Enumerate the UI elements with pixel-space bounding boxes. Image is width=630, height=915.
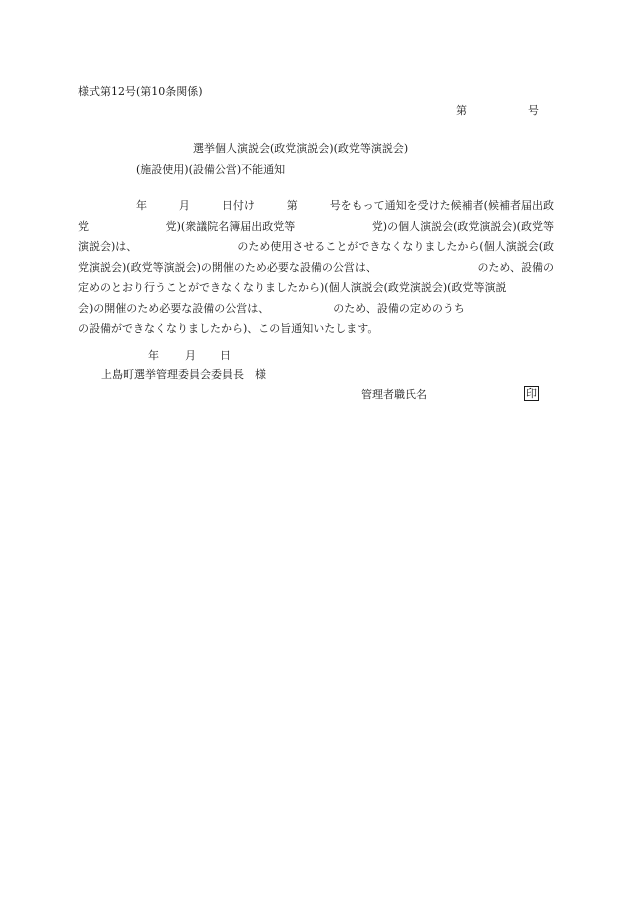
document-number-suffix: 号 bbox=[528, 104, 539, 117]
seal-icon: 印 bbox=[526, 387, 537, 400]
date-day: 日 bbox=[220, 349, 231, 362]
document-number-prefix: 第 bbox=[456, 104, 467, 117]
body-row-4: 党演説会)(政党等演説会)の開催のため必要な設備の公営は、 のため、設備の bbox=[78, 260, 554, 274]
body-row-5: 定めのとおり行うことができなくなりましたから)(個人演説会(政党演説会)(政党等演説 bbox=[78, 281, 507, 294]
seal-mark bbox=[524, 386, 539, 401]
body-row-1: 年 月 日付け 第 号をもって通知を受けた候補者(候補者届出政 bbox=[136, 199, 554, 212]
addressee: 上島町選挙管理委員会委員長 様 bbox=[101, 368, 266, 381]
document-title-line1: 選挙個人演説会(政党演説会)(政党等演説会) bbox=[193, 142, 409, 155]
date-month: 月 bbox=[185, 349, 196, 362]
body-row-2: 党 党)(衆議院名簿届出政党等 党)の個人演説会(政党演説会)(政党等 bbox=[78, 219, 554, 233]
date-year: 年 bbox=[148, 349, 159, 362]
body-row-3: 演説会)は、 のため使用させることができなくなりましたから(個人演説会(政 bbox=[78, 240, 554, 253]
document-title-line2: (施設使用)(設備公営)不能通知 bbox=[136, 163, 286, 176]
body-row-7: の設備ができなくなりましたから)、この旨通知いたします。 bbox=[78, 322, 379, 335]
manager-name-label: 管理者職氏名 bbox=[361, 388, 427, 401]
form-label: 様式第12号(第10条関係) bbox=[78, 85, 203, 98]
body-row-6: 会)の開催のため必要な設備の公営は、 のため、設備の定めのうち bbox=[78, 301, 465, 315]
notice-body bbox=[78, 196, 554, 340]
